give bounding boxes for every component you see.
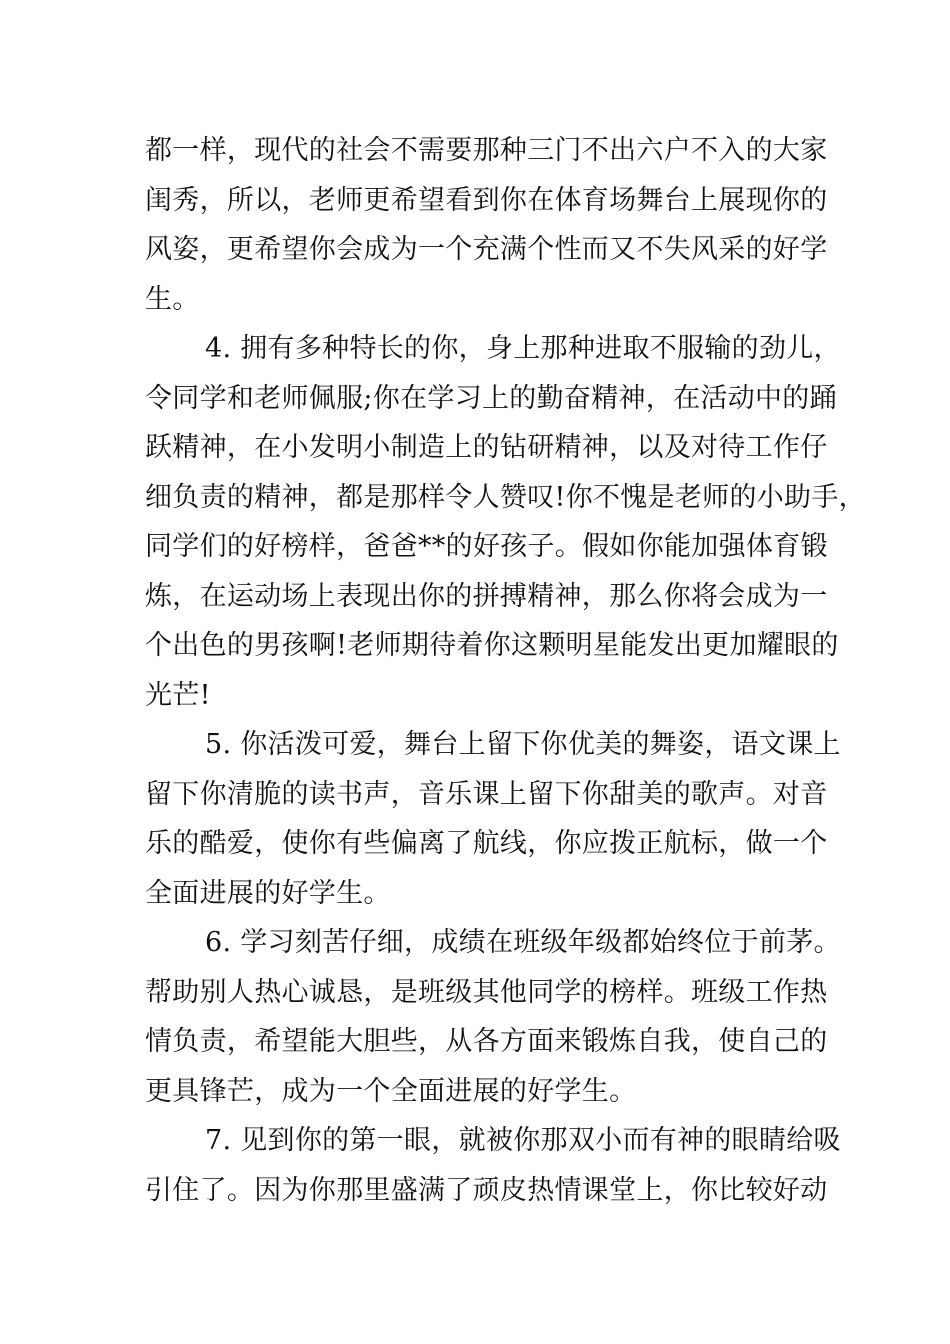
- text-line: 留下你清脆的读书声，音乐课上留下你甜美的歌声。对音: [145, 778, 828, 810]
- text-line: 生。: [145, 283, 200, 315]
- paragraph-6-start: 6. 学习刻苦仔细，成绩在班级年级都始终位于前茅。: [205, 927, 841, 958]
- text-line: 炼，在运动场上表现出你的拼搏精神，那么你将会成为一: [145, 580, 828, 612]
- paragraph-5-start: 5. 你活泼可爱，舞台上留下你优美的舞姿，语文课上: [205, 729, 841, 760]
- text-line: 都一样，现代的社会不需要那种三门不出六户不入的大家: [145, 135, 828, 166]
- text-line: 引住了。因为你那里盛满了顽皮热情课堂上，你比较好动: [145, 1174, 828, 1206]
- text-line: 细负责的精神，都是那样令人赞叹!你不愧是老师的小助手，: [145, 481, 866, 513]
- text-line: 情负责，希望能大胆些，从各方面来锻炼自我，使自己的: [145, 1026, 828, 1057]
- body-text: [145, 126, 866, 1215]
- text-line: 风姿，更希望你会成为一个充满个性而又不失风采的好学: [145, 234, 828, 265]
- text-line: 个出色的男孩啊!老师期待着你这颗明星能发出更加耀眼的: [145, 630, 839, 661]
- text-line: 帮助别人热心诚恳，是班级其他同学的榜样。班级工作热: [145, 976, 828, 1008]
- paragraph-7-start: 7. 见到你的第一眼，就被你那双小而有神的眼睛给吸: [205, 1125, 841, 1156]
- text-line: 令同学和老师佩服;你在学习上的勤奋精神，在活动中的踊: [145, 382, 837, 414]
- text-line: 乐的酷爱，使你有些偏离了航线，你应拨正航标，做一个: [145, 828, 828, 859]
- text-line: 全面进展的好学生。: [145, 877, 391, 909]
- text-line: 光芒!: [145, 679, 211, 711]
- text-line: 同学们的好榜样，爸爸**的好孩子。假如你能加强体育锻: [145, 531, 828, 562]
- text-line: 跃精神，在小发明小制造上的钻研精神，以及对待工作仔: [145, 432, 828, 463]
- paragraph-4-start: 4. 拥有多种特长的你，身上那种进取不服输的劲儿，: [205, 333, 841, 364]
- text-line: 更具锋芒，成为一个全面进展的好学生。: [145, 1075, 637, 1107]
- text-line: 闺秀，所以，老师更希望看到你在体育场舞台上展现你的: [145, 184, 828, 216]
